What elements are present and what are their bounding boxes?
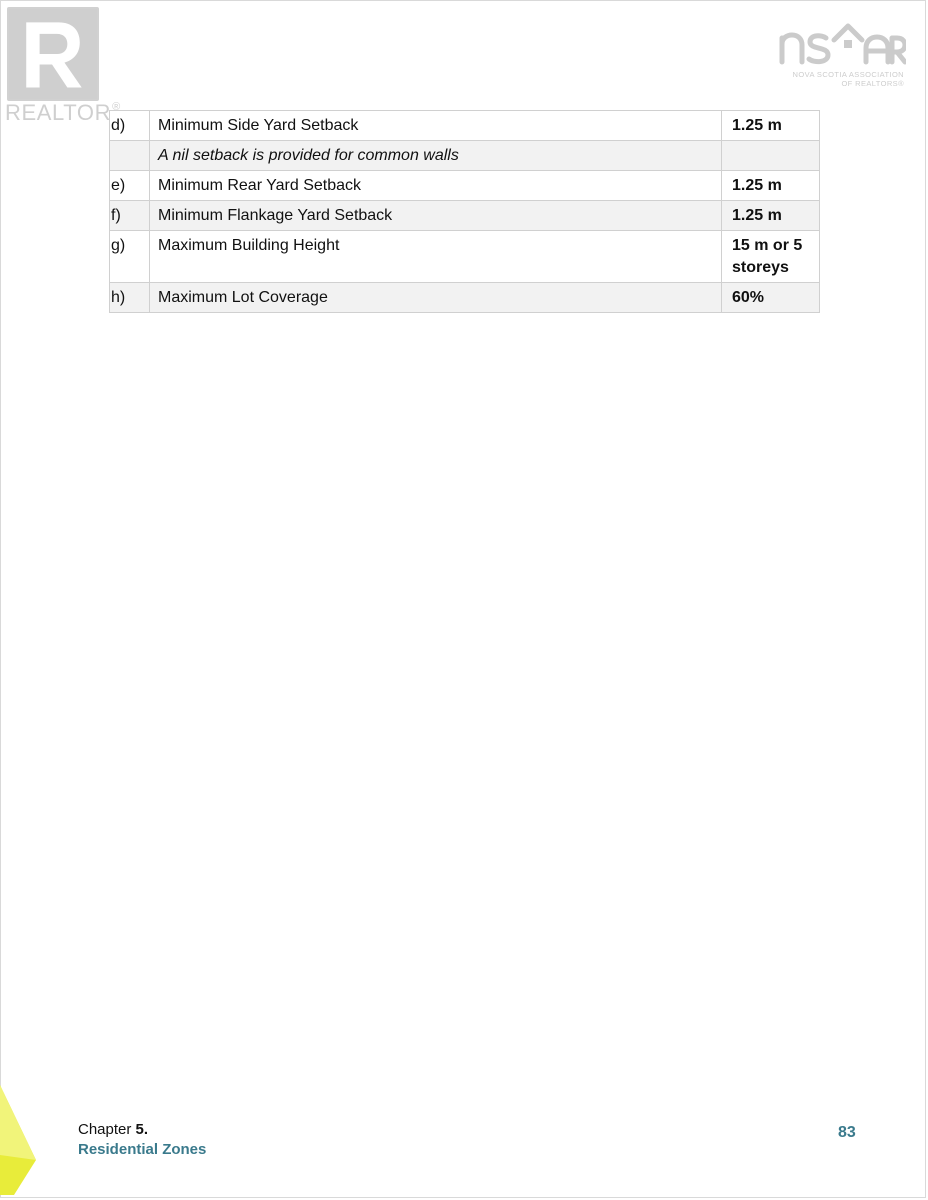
row-description: Minimum Side Yard Setback	[150, 111, 722, 141]
chapter-label-line	[78, 1120, 206, 1140]
chapter-label: Chapter	[78, 1121, 132, 1138]
row-id: f)	[110, 201, 150, 231]
page-number: 83	[838, 1124, 856, 1141]
table-row	[110, 231, 820, 283]
table-row	[110, 283, 820, 313]
chapter-number: 5.	[135, 1121, 149, 1138]
row-value: 1.25 m	[722, 111, 820, 141]
realtor-wordmark: REALTOR®	[5, 100, 121, 125]
row-value: 60%	[722, 283, 820, 313]
row-id: g)	[110, 231, 150, 283]
row-id: h)	[110, 283, 150, 313]
row-id	[110, 141, 150, 171]
row-value	[722, 141, 820, 171]
realtor-r-icon	[7, 7, 99, 101]
row-value: 15 m or 5 storeys	[722, 231, 820, 283]
nsar-subtitle: NOVA SCOTIA ASSOCIATION OF REALTORS®	[792, 70, 904, 88]
footer-chapter	[78, 1120, 206, 1160]
row-description: Maximum Lot Coverage	[150, 283, 722, 313]
row-description: A nil setback is provided for common walls	[150, 141, 722, 171]
row-value: 1.25 m	[722, 171, 820, 201]
nsar-logo	[776, 18, 906, 90]
row-id: e)	[110, 171, 150, 201]
corner-decoration	[0, 1085, 40, 1195]
chapter-title: Residential Zones	[78, 1141, 207, 1158]
zoning-table-body	[110, 111, 820, 313]
realtor-logo	[5, 6, 121, 130]
row-description: Minimum Flankage Yard Setback	[150, 201, 722, 231]
table-row	[110, 171, 820, 201]
row-description: Minimum Rear Yard Setback	[150, 171, 722, 201]
table-row	[110, 141, 820, 171]
table-row	[110, 201, 820, 231]
row-value: 1.25 m	[722, 201, 820, 231]
row-id: d)	[110, 111, 150, 141]
nsar-house-icon	[776, 18, 906, 70]
table-row	[110, 111, 820, 141]
zoning-requirements-table	[109, 110, 820, 313]
row-description: Maximum Building Height	[150, 231, 722, 283]
